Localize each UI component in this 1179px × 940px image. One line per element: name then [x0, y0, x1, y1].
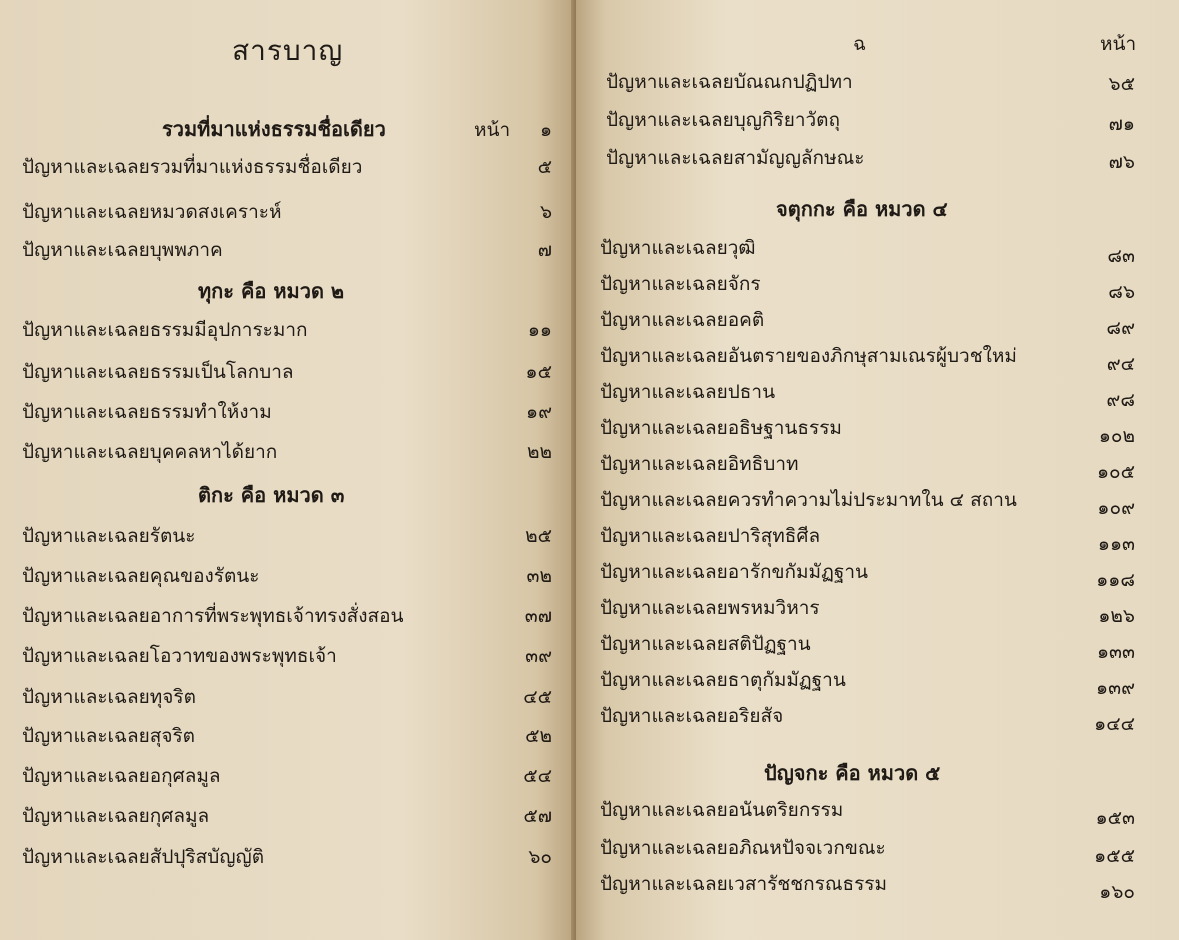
toc-entry-page: ๗๖: [1108, 151, 1135, 173]
toc-entry-page: ๑๑: [527, 319, 552, 341]
page-number: ๑: [539, 119, 552, 141]
toc-entry: ปัญหาและเฉลยหมวดสงเคราะห์: [22, 201, 282, 223]
section-heading-intro: รวมที่มาแห่งธรรมชื่อเดียว: [162, 117, 386, 141]
toc-entry-page: ๑๓๙: [1096, 677, 1135, 699]
toc-entry-page: ๕๔: [523, 765, 552, 787]
toc-entry-page: ๕: [537, 156, 552, 178]
toc-entry-page: ๑๐๙: [1097, 497, 1135, 519]
toc-entry-page: ๔๕: [523, 686, 552, 708]
section-heading-5: ปัญจกะ คือ หมวด ๕: [764, 761, 941, 785]
toc-entry-page: ๑๕: [525, 361, 552, 383]
toc-entry-page: ๑๑๓: [1097, 533, 1135, 555]
toc-entry: ปัญหาและเฉลยธรรมทำให้งาม: [22, 401, 272, 423]
toc-entry-page: ๑๓๓: [1096, 641, 1135, 663]
toc-entry: ปัญหาและเฉลยอาการที่พระพุทธเจ้าทรงสั่งสอน: [22, 605, 404, 627]
toc-entry-page: ๖: [539, 201, 552, 223]
toc-entry-page: ๗: [537, 239, 552, 261]
toc-entry: ปัญหาและเฉลยอนันตริยกรรม: [600, 799, 844, 821]
toc-entry: ปัญหาและเฉลยบุคคลหาได้ยาก: [22, 441, 278, 463]
toc-entry-page: ๑๕๕: [1094, 845, 1135, 867]
toc-entry: ปัญหาและเฉลยอภิณหปัจจเวกขณะ: [600, 837, 886, 859]
toc-entry: ปัญหาและเฉลยสติปัฏฐาน: [600, 633, 811, 655]
toc-entry-page: ๙๔: [1106, 353, 1135, 375]
toc-entry-page: ๑๔๔: [1094, 713, 1135, 735]
toc-entry: ปัญหาและเฉลยสามัญญลักษณะ: [606, 147, 865, 169]
toc-entry: ปัญหาและเฉลยธรรมเป็นโลกบาล: [22, 361, 294, 383]
toc-entry: ปัญหาและเฉลยรัตนะ: [22, 525, 196, 547]
toc-entry: ปัญหาและเฉลยจักร: [600, 273, 761, 295]
toc-entry: ปัญหาและเฉลยวุฒิ: [600, 237, 756, 259]
toc-entry: ปัญหาและเฉลยโอวาทของพระพุทธเจ้า: [22, 645, 337, 667]
toc-entry-page: ๖๕: [1108, 73, 1135, 95]
left-page: [0, 0, 576, 940]
toc-entry-page: ๙๘: [1106, 389, 1135, 411]
right-page: [576, 0, 1179, 940]
toc-entry: ปัญหาและเฉลยอันตรายของภิกษุสามเณรผู้บวชใหม่: [600, 345, 1017, 367]
toc-entry-page: ๑๖๐: [1099, 881, 1135, 903]
toc-entry-page: ๑๐๕: [1096, 461, 1135, 483]
toc-entry: ปัญหาและเฉลยคุณของรัตนะ: [22, 565, 260, 587]
toc-entry: ปัญหาและเฉลยอิทธิบาท: [600, 453, 799, 475]
page-label: หน้า: [1100, 33, 1137, 55]
toc-entry-page: ๒๕: [525, 525, 552, 547]
toc-entry-page: ๑๕๓: [1095, 807, 1135, 829]
toc-entry: ปัญหาและเฉลยพรหมวิหาร: [600, 597, 820, 619]
toc-entry-page: ๗๑: [1108, 113, 1135, 135]
toc-entry: ปัญหาและเฉลยอคติ: [600, 309, 765, 331]
toc-entry-page: ๑๙: [526, 401, 552, 423]
section-heading-3: ติกะ คือ หมวด ๓: [198, 483, 345, 507]
toc-entry: ปัญหาและเฉลยปาริสุทธิศีล: [600, 525, 821, 547]
toc-entry-page: ๘๖: [1108, 281, 1135, 303]
toc-title: สารบาญ: [232, 34, 344, 67]
toc-entry: ปัญหาและเฉลยธาตุกัมมัฏฐาน: [600, 669, 846, 691]
toc-entry-page: ๕๗: [523, 805, 552, 827]
toc-entry: ปัญหาและเฉลยกุศลมูล: [22, 805, 210, 827]
toc-entry: ปัญหาและเฉลยอกุศลมูล: [22, 765, 221, 787]
toc-entry: ปัญหาและเฉลยอริยสัจ: [600, 705, 784, 727]
toc-entry: ปัญหาและเฉลยสัปปุริสบัญญัติ: [22, 846, 265, 868]
toc-entry-page: ๖๐: [528, 846, 552, 868]
section-heading-4: จตุกกะ คือ หมวด ๔: [776, 197, 948, 221]
page-marker: ฉ: [853, 33, 866, 55]
toc-entry: ปัญหาและเฉลยควรทำความไม่ประมาทใน ๔ สถาน: [600, 489, 1017, 511]
toc-entry-page: ๘๙: [1106, 317, 1135, 339]
toc-entry-page: ๑๐๒: [1098, 425, 1135, 447]
toc-entry: ปัญหาและเฉลยบุญกิริยาวัตถุ: [606, 109, 841, 131]
toc-entry-page: ๑๒๖: [1098, 605, 1135, 627]
toc-entry: ปัญหาและเฉลยอธิษฐานธรรม: [600, 417, 842, 439]
toc-entry-page: ๓๙: [525, 645, 552, 667]
section-heading-2: ทุกะ คือ หมวด ๒: [198, 279, 345, 303]
toc-entry: ปัญหาและเฉลยปธาน: [600, 381, 776, 403]
toc-entry: ปัญหาและเฉลยอารักขกัมมัฏฐาน: [600, 561, 868, 583]
toc-entry-page: ๒๒: [526, 441, 552, 463]
toc-entry-page: ๑๑๘: [1096, 569, 1135, 591]
toc-entry: ปัญหาและเฉลยสุจริต: [22, 725, 196, 747]
toc-entry: ปัญหาและเฉลยบุพพภาค: [22, 239, 223, 261]
toc-entry: ปัญหาและเฉลยทุจริต: [22, 686, 196, 708]
page-label: หน้า: [474, 119, 511, 141]
toc-entry-page: ๕๒: [525, 725, 552, 747]
toc-entry: ปัญหาและเฉลยเวสารัชชกรณธรรม: [600, 873, 888, 895]
toc-entry: ปัญหาและเฉลยบัณณกปฏิปทา: [606, 71, 853, 93]
toc-entry: ปัญหาและเฉลยธรรมมีอุปการะมาก: [22, 319, 308, 341]
toc-entry-page: ๓๗: [524, 605, 552, 627]
toc-entry: ปัญหาและเฉลยรวมที่มาแห่งธรรมชื่อเดียว: [22, 156, 363, 178]
toc-entry-page: ๓๒: [526, 565, 552, 587]
toc-entry-page: ๘๓: [1107, 245, 1135, 267]
